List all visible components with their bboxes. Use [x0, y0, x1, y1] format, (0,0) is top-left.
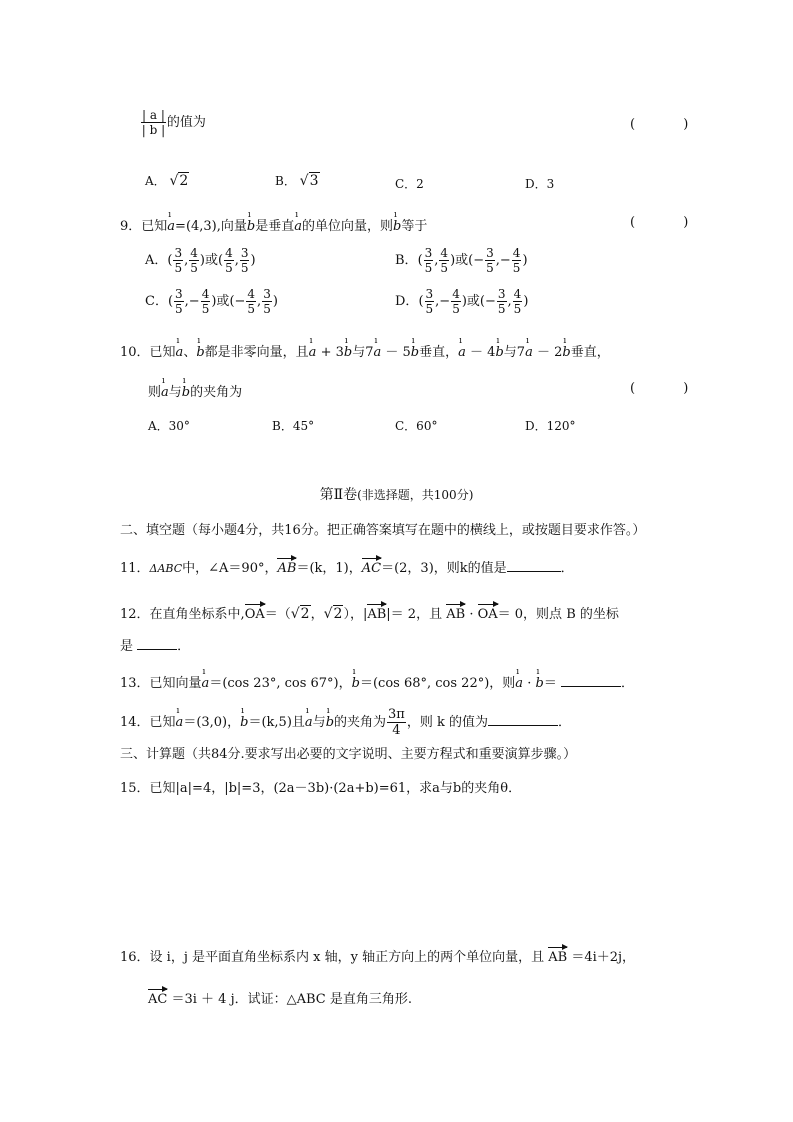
q12-vec-oa: OA [244, 607, 265, 622]
q9-stem [120, 215, 427, 234]
q8-opt-b-radicand: 3 [309, 173, 319, 189]
q8-frac-den: | b | [141, 123, 166, 137]
q9-opt-d-or: 或 [466, 294, 480, 309]
part-3-heading: 三、计算题（共84分.要求写出必要的文字说明、主要方程式和重要演算步骤。） [120, 747, 577, 762]
q9-opt-b-label: B． [395, 253, 418, 268]
q9-opt-d-label: D． [395, 294, 419, 309]
q10-option-a: A．30° [148, 419, 190, 433]
q14-answer-blank[interactable] [488, 725, 558, 726]
q15: 15．已知|a|=4，|b|=3，(2a－3b)·(2a+b)=61，求a与b的夹角θ． [120, 781, 522, 796]
q8-opt-a-label: A． [145, 174, 166, 188]
q9-opt-b-or: 或 [455, 253, 469, 268]
q8-answer-bracket: ( ) [630, 117, 711, 132]
q9-tail: 的单位向量，则 [302, 219, 394, 234]
q11-vec-ab: AB [277, 561, 297, 576]
q9-vec-b: ı b [247, 219, 255, 234]
q9-option-d: D．( $\frac{3}{5}$ ,− $\frac{4}{5}$ )或(− $\frac{3}{5}$ , $\frac{4}{5}$ ) [395, 287, 529, 316]
q9-option-b: B．( $\frac{3}{5}$ , $\frac{4}{5}$ )或(− $\frac{3}{5}$ ,− $\frac{4}{5}$ ) [395, 246, 528, 275]
q12: 12．在直角坐标系中,OA＝（√2，√2），|AB|＝ 2，且 AB · OA＝ 0，则点 B 的坐标 [120, 606, 619, 622]
q16-line2: AC ＝3i ＋ 4 j．试证：△ABC 是直角三角形. [148, 992, 413, 1007]
q8-fraction [141, 108, 166, 137]
q12-vec-ab: AB [367, 607, 387, 622]
q12-line2: 是 ． [120, 639, 191, 654]
q9-prefix: 9．已知 [120, 219, 168, 234]
q12-vec-ab-2: AB [446, 607, 466, 622]
q8-stem-text: 的值为 [166, 115, 206, 130]
q9-opt-a-or: 或 [204, 253, 218, 268]
q10-option-c: C．60° [395, 419, 438, 433]
q11-vec-ac: AC [361, 561, 382, 576]
section-2-label: 第Ⅱ卷 [319, 487, 358, 503]
q9-option-c: C．( $\frac{3}{5}$ ,− $\frac{4}{5}$ )或(− $\frac{4}{5}$ , $\frac{3}{5}$ ) [145, 287, 278, 316]
q10-line2: 则ı a与ı b的夹角为 [148, 381, 242, 400]
part-2-heading: 二、填空题（每小题4分，共16分。把正确答案填写在题中的横线上，或按题目要求作答。） [120, 523, 646, 538]
q10-option-d: D．120° [525, 419, 576, 433]
q8-option-c: C．2 [395, 177, 424, 191]
q13: 13．已知向量ı a＝(cos 23°, cos 67°)，ı b＝(cos 68°, cos 22°)，则ı a · ı b＝ ． [120, 672, 634, 691]
section-2-title [0, 484, 793, 504]
q9-opt-c-or: 或 [216, 294, 230, 309]
q10-stem: 10．已知ı a、ı b都是非零向量，且ı a + 3ı b与7ı a － 5ı b垂直，ı a － 4ı b与7ı a － 2ı b垂直， [120, 341, 610, 360]
q8-opt-b-sqrt: √3 [299, 173, 319, 189]
q8-option-a [145, 172, 189, 189]
q11: 11．ΔABC中，∠A＝90°，AB＝(k，1)，AC＝(2，3)，则k的值是 ． [120, 561, 574, 576]
q9-a-value: =(4,3),向量 [175, 219, 247, 234]
q9-mid: 是垂直 [255, 219, 295, 234]
section-2-subtitle: (非选择题，共100分) [357, 488, 474, 502]
q8-opt-a-radicand: 2 [179, 173, 189, 189]
q8-opt-a-sqrt: √2 [169, 173, 189, 189]
q16-line1: 16．设 i，j 是平面直角坐标系内 x 轴，y 轴正方向上的两个单位向量，且 AB ＝4i＋2j， [120, 950, 636, 965]
q10-option-b: B．45° [272, 419, 315, 433]
q9-opt-c-label: C． [145, 294, 168, 309]
q10-answer-bracket: ( ) [630, 381, 711, 396]
q9-end: 等于 [401, 219, 428, 234]
q14: 14．已知ı a＝(3,0)，ı b＝(k,5)且ı a与ı b的夹角为 $\frac{3\pi}{4}$ ，则 k 的值为 ． [120, 707, 571, 738]
q9-vec-a: ı a [167, 219, 175, 234]
q16-vec-ab: AB [548, 950, 568, 965]
q8-opt-b-label: B． [275, 174, 296, 188]
q8-option-d: D．3 [525, 177, 555, 191]
q9-vec-b-2: ı b [393, 219, 401, 234]
q9-vec-a-2: ı a [294, 219, 302, 234]
q8-frac-num: | a | [142, 108, 165, 122]
q8-option-b [275, 172, 320, 189]
q16-vec-ac: AC [148, 992, 168, 1007]
q12-vec-oa-2: OA [477, 607, 498, 622]
q11-answer-blank[interactable] [507, 571, 561, 572]
q9-opt-a-label: A． [145, 253, 168, 268]
q12-answer-blank[interactable] [137, 649, 177, 650]
q13-answer-blank[interactable] [561, 686, 621, 687]
q8-stem [140, 108, 206, 137]
q9-option-a: A．( $\frac{3}{5}$ , $\frac{4}{5}$ )或( $\frac{4}{5}$ , $\frac{3}{5}$ ) [145, 246, 256, 275]
q9-answer-bracket: ( ) [630, 215, 711, 230]
